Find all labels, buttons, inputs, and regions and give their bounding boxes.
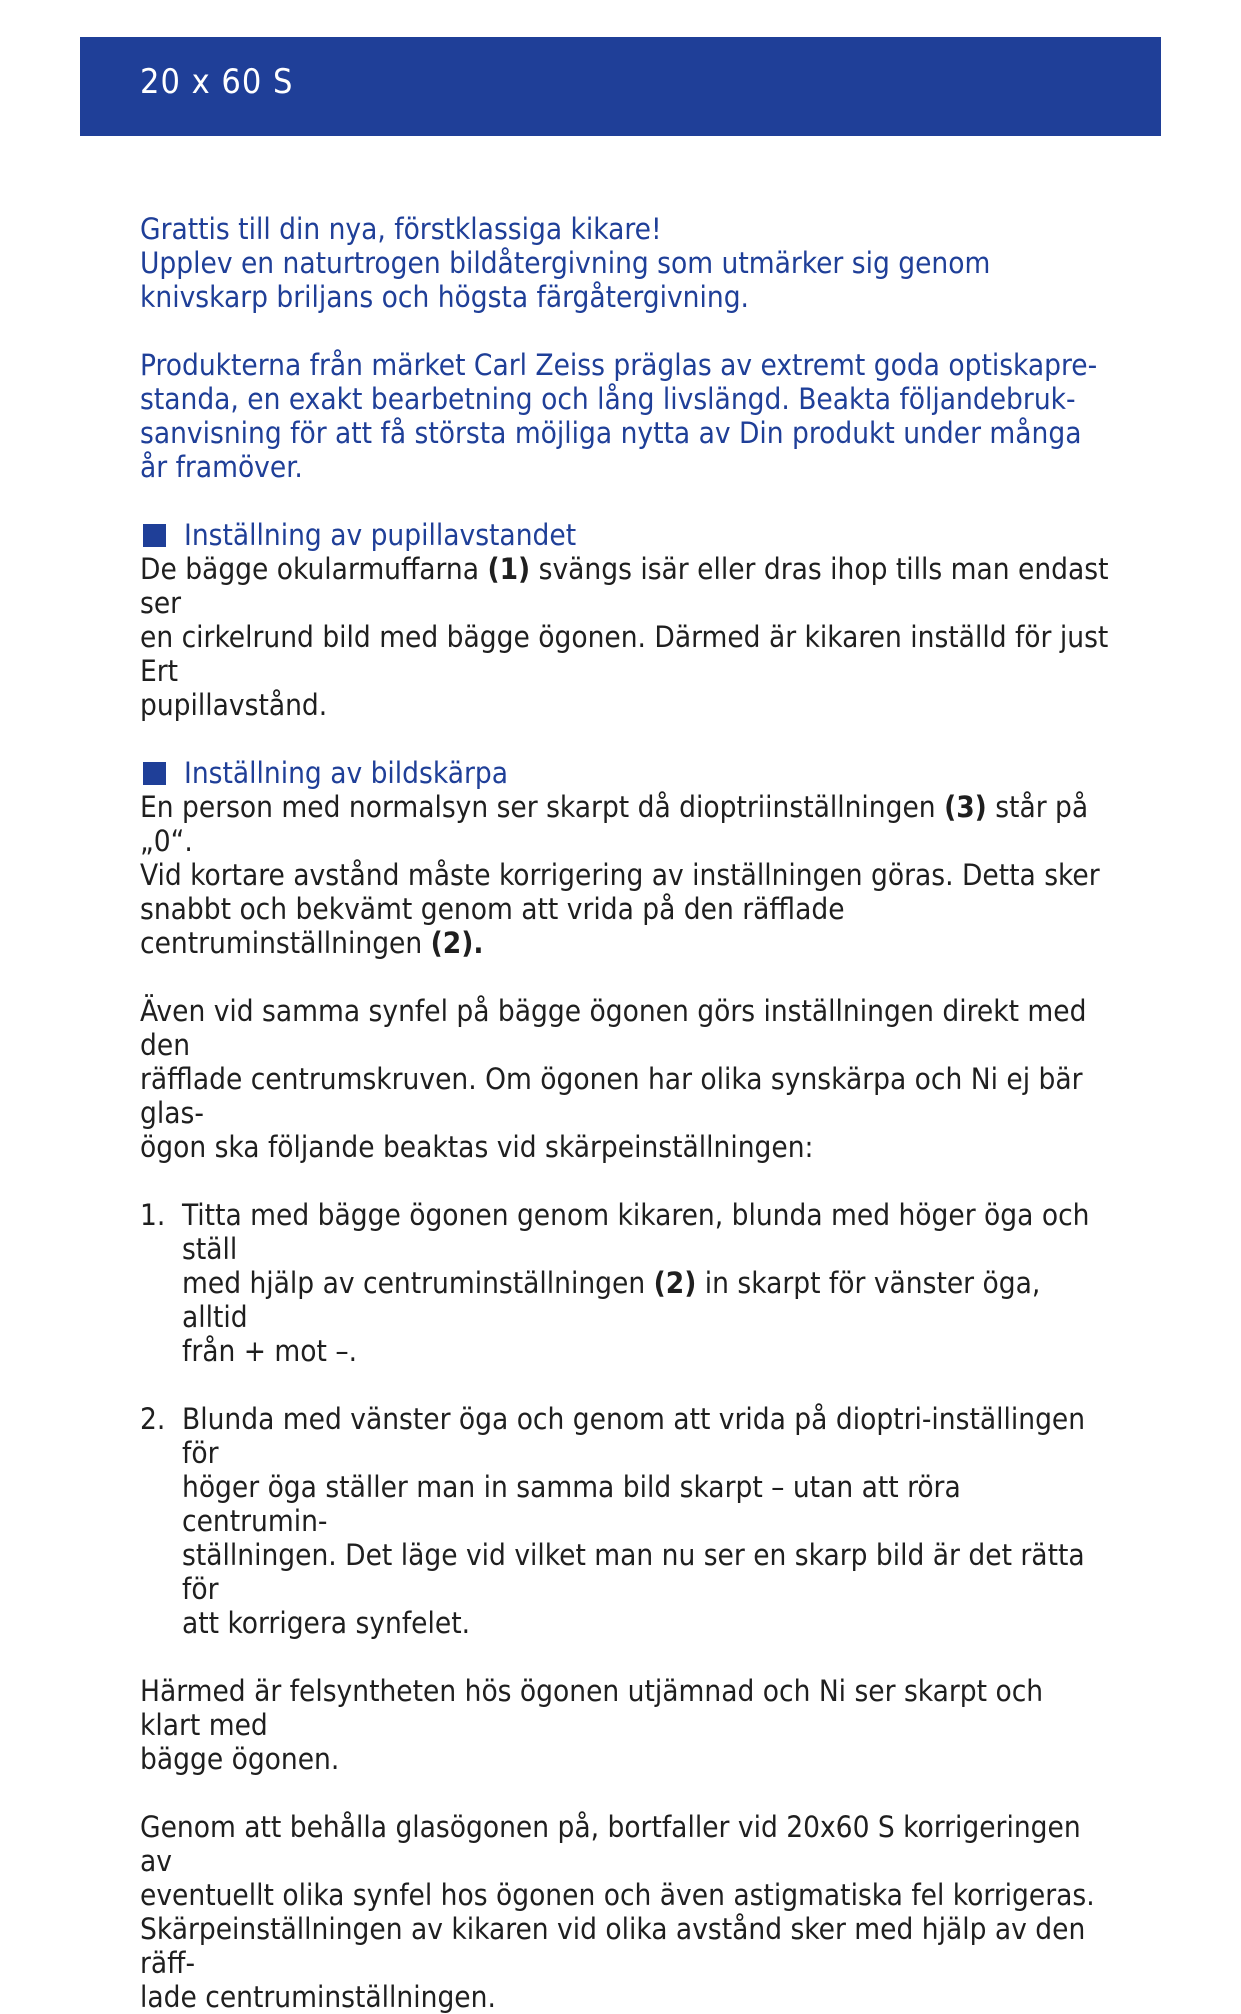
text-line: att korrigera synfelet. [182,1606,471,1640]
intro-line: år framöver. [140,450,303,484]
step-number: 2. [140,1402,166,1436]
part-reference: (2). [430,926,484,960]
text-line: Härmed är felsyntheten hös ögonen utjämnad och Ni ser skarpt och klart med [140,1674,1044,1742]
text-line [140,552,1110,620]
text-line [182,1266,1110,1334]
step-text [172,1198,1110,1368]
text-line: eventuellt olika synfel hos ögonen och även astigmatiska fel korrigeras. [140,1878,1095,1912]
intro-line: Upplev en naturtrogen bildåtergivning som utmärker sig genom [140,246,991,280]
part-reference: (3) [944,790,987,824]
section-heading-pupil-distance [140,518,1110,552]
text-line: Vid kortare avstånd måste korrigering av inställningen göras. Detta sker [140,858,1100,892]
text-span: De bägge okularmuffarna [140,552,488,586]
text-line [140,790,1110,858]
intro-line: Grattis till din nya, förstklassiga kikare! [140,212,662,246]
text-line: bägge ögonen. [140,1742,340,1776]
text-line: lade centruminställningen. [140,1980,496,2014]
header-bar [80,37,1161,136]
text-line: ögon ska följande beaktas vid skärpeinställningen: [140,1130,814,1164]
intro-line: Produkterna från märket Carl Zeiss präglas av extremt goda optiskapre- [140,348,1098,382]
text-line: Skärpeinställningen av kikaren vid olika avstånd sker med hjälp av den räff- [140,1912,1086,1980]
text-line: Även vid samma synfel på bägge ögonen görs inställningen direkt med den [140,994,1087,1062]
text-line [140,892,1110,960]
text-line: Titta med bägge ögonen genom kikaren, blunda med höger öga och ställ [182,1198,1090,1266]
text-line: ställningen. Det läge vid vilket man nu ser en skarp bild är det rätta för [182,1538,1085,1606]
section-heading-text: Inställning av bildskärpa [184,756,508,790]
step-item-2 [140,1402,1110,1640]
manual-content [140,212,1110,2014]
square-bullet-icon [143,524,166,547]
paragraph-result [140,1674,1110,1776]
part-reference: (1) [487,552,531,586]
paragraph-glasses [140,1810,1110,2014]
text-line: pupillavstånd. [140,688,328,722]
intro-greeting [140,212,1110,314]
text-line: Blunda med vänster öga och genom att vrida på dioptri-inställingen för [182,1402,1086,1470]
step-item-1 [140,1198,1110,1368]
text-line: räfflade centrumskruven. Om ögonen har olika synskärpa och Ni ej bär glas- [140,1062,1083,1130]
text-span: snabbt och bekvämt genom att vrida på den räfflade centruminställningen [140,892,845,960]
section-heading-text: Inställning av pupillavstandet [184,518,577,552]
section-body-pupil-distance [140,552,1110,722]
text-span: med hjälp av centruminställningen [182,1266,654,1300]
text-span: En person med normalsyn ser skarpt då dioptriinställningen [140,790,945,824]
paragraph-same-vision [140,994,1110,1164]
intro-line: knivskarp briljans och högsta färgåtergivning. [140,280,749,314]
text-line: höger öga ställer man in samma bild skarpt – utan att röra centrumin- [182,1470,961,1538]
intro-brand [140,348,1110,484]
text-line: en cirkelrund bild med bägge ögonen. Därmed är kikaren inställd för just Ert [140,620,1109,688]
section-heading-focus [140,756,1110,790]
part-reference: (2) [653,1266,697,1300]
text-span: in skarpt för vänster öga, alltid [182,1266,1041,1334]
step-number: 1. [140,1198,166,1232]
step-text [172,1402,1110,1640]
text-span: står på „0“. [140,790,1089,858]
intro-line: sanvisning för att få största möjliga nytta av Din produkt under många [140,416,1082,450]
text-line: från + mot –. [182,1334,358,1368]
page-title: 20 x 60 S [140,62,294,102]
text-line: Genom att behålla glasögonen på, bortfaller vid 20x60 S korrigeringen av [140,1810,1081,1878]
square-bullet-icon [143,762,166,785]
intro-line: standa, en exakt bearbetning och lång livslängd. Beakta följandebruk- [140,382,1076,416]
section-body-focus [140,790,1110,960]
text-span: svängs isär eller dras ihop tills man endast ser [140,552,1109,620]
